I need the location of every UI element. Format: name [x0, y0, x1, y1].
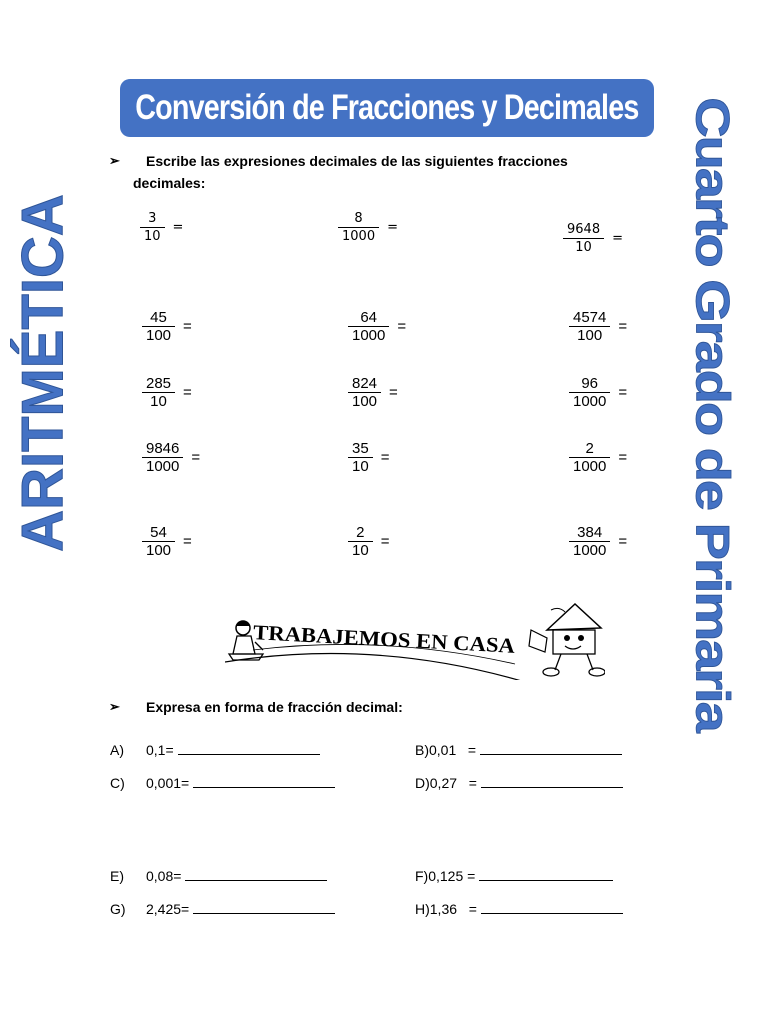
instruction-2-text: Expresa en forma de fracción decimal:	[146, 699, 403, 715]
house-character-icon	[529, 604, 605, 676]
numerator: 45	[150, 309, 167, 326]
numerator: 8	[354, 211, 363, 226]
exercise-text: 0,1=	[146, 742, 178, 758]
equals-sign: =	[387, 220, 398, 235]
exercise-label: A)	[110, 742, 124, 758]
exercise-d	[415, 773, 623, 791]
exercise-c	[110, 773, 335, 791]
exercise-label: G)	[110, 901, 126, 917]
fraction-1	[140, 210, 183, 245]
answer-blank[interactable]	[479, 866, 613, 881]
exercise-label: C)	[110, 775, 125, 791]
equals-sign: =	[380, 449, 390, 466]
denominator: 100	[146, 542, 172, 559]
numerator: 54	[150, 524, 167, 541]
answer-blank[interactable]	[178, 740, 320, 755]
equals-sign: =	[618, 533, 628, 550]
denominator: 10	[144, 229, 161, 244]
equals-sign: =	[183, 384, 192, 401]
exercise-text: F)0,125 =	[415, 868, 480, 884]
bullet-arrow-icon: ➢	[109, 153, 120, 168]
denominator: 10	[575, 240, 592, 255]
numerator: 3	[148, 211, 157, 226]
numerator: 9846	[146, 440, 180, 457]
equals-sign: =	[183, 318, 192, 335]
denominator: 1000	[573, 393, 607, 410]
fraction-15	[569, 524, 627, 559]
fraction-6	[569, 309, 627, 344]
equals-sign: =	[618, 318, 628, 335]
numerator: 35	[352, 440, 369, 457]
denominator: 10	[352, 542, 369, 559]
denominator: 10	[352, 458, 369, 475]
exercise-b	[415, 740, 622, 758]
equals-sign: =	[191, 449, 201, 466]
fraction-11	[348, 440, 389, 475]
exercise-text: B)0,01 =	[415, 742, 480, 758]
page-title: Conversión de Fracciones y Decimales	[135, 88, 639, 127]
fraction-7	[142, 375, 192, 410]
exercise-text: 2,425=	[146, 901, 194, 917]
equals-sign: =	[618, 384, 628, 401]
fraction-13	[142, 524, 192, 559]
answer-blank[interactable]	[480, 740, 622, 755]
fraction-14	[348, 524, 389, 559]
banner-text: TRABAJEMOS EN CASA	[252, 620, 497, 657]
exercise-h	[415, 899, 623, 917]
denominator: 10	[150, 393, 167, 410]
fraction-8	[348, 375, 398, 410]
equals-sign: =	[397, 318, 407, 335]
equals-sign: =	[618, 449, 628, 466]
instruction-2	[109, 696, 403, 718]
trabajemos-en-casa-banner	[225, 600, 605, 680]
exercise-a	[110, 740, 320, 758]
denominator: 1000	[573, 542, 607, 559]
denominator: 1000	[342, 229, 376, 244]
side-title-left: ARITMÉTICA	[10, 194, 76, 552]
denominator: 100	[352, 393, 378, 410]
denominator: 1000	[573, 458, 607, 475]
fraction-12	[569, 440, 627, 475]
answer-blank[interactable]	[481, 773, 623, 788]
numerator: 4574	[573, 309, 607, 326]
exercise-g	[110, 899, 335, 917]
exercise-label: E)	[110, 868, 124, 884]
denominator: 1000	[146, 458, 180, 475]
answer-blank[interactable]	[193, 773, 335, 788]
exercise-f	[415, 866, 613, 884]
exercise-text: D)0,27 =	[415, 775, 481, 791]
fraction-4	[142, 309, 192, 344]
numerator: 824	[352, 375, 378, 392]
denominator: 1000	[352, 327, 386, 344]
exercise-e	[110, 866, 327, 884]
exercise-text: H)1,36 =	[415, 901, 481, 917]
exercise-text: 0,08=	[146, 868, 186, 884]
numerator: 64	[360, 309, 378, 326]
answer-blank[interactable]	[185, 866, 327, 881]
title-banner	[120, 79, 654, 137]
answer-blank[interactable]	[481, 899, 623, 914]
numerator: 9648	[567, 222, 601, 237]
fraction-2	[338, 210, 398, 245]
equals-sign: =	[612, 231, 623, 246]
exercise-text: 0,001=	[146, 775, 194, 791]
numerator: 285	[146, 375, 172, 392]
fraction-5	[348, 309, 406, 344]
fraction-9	[569, 375, 627, 410]
equals-sign: =	[172, 220, 184, 235]
equals-sign: =	[389, 384, 398, 401]
side-title-right: Cuarto Grado de Primaria	[686, 97, 740, 731]
denominator: 100	[146, 327, 172, 344]
equals-sign: =	[183, 533, 192, 550]
bullet-arrow-icon: ➢	[109, 699, 120, 714]
numerator: 384	[577, 524, 603, 541]
numerator: 2	[356, 524, 365, 541]
instruction-1	[109, 150, 655, 194]
numerator: 2	[585, 440, 594, 457]
instruction-1-line-2: decimales:	[133, 175, 206, 191]
fraction-3	[563, 221, 623, 256]
numerator: 96	[581, 375, 599, 392]
denominator: 100	[577, 327, 603, 344]
fraction-10	[142, 440, 200, 475]
equals-sign: =	[380, 533, 390, 550]
answer-blank[interactable]	[193, 899, 335, 914]
instruction-1-line-1: Escribe las expresiones decimales de las siguientes fracciones	[146, 153, 568, 169]
